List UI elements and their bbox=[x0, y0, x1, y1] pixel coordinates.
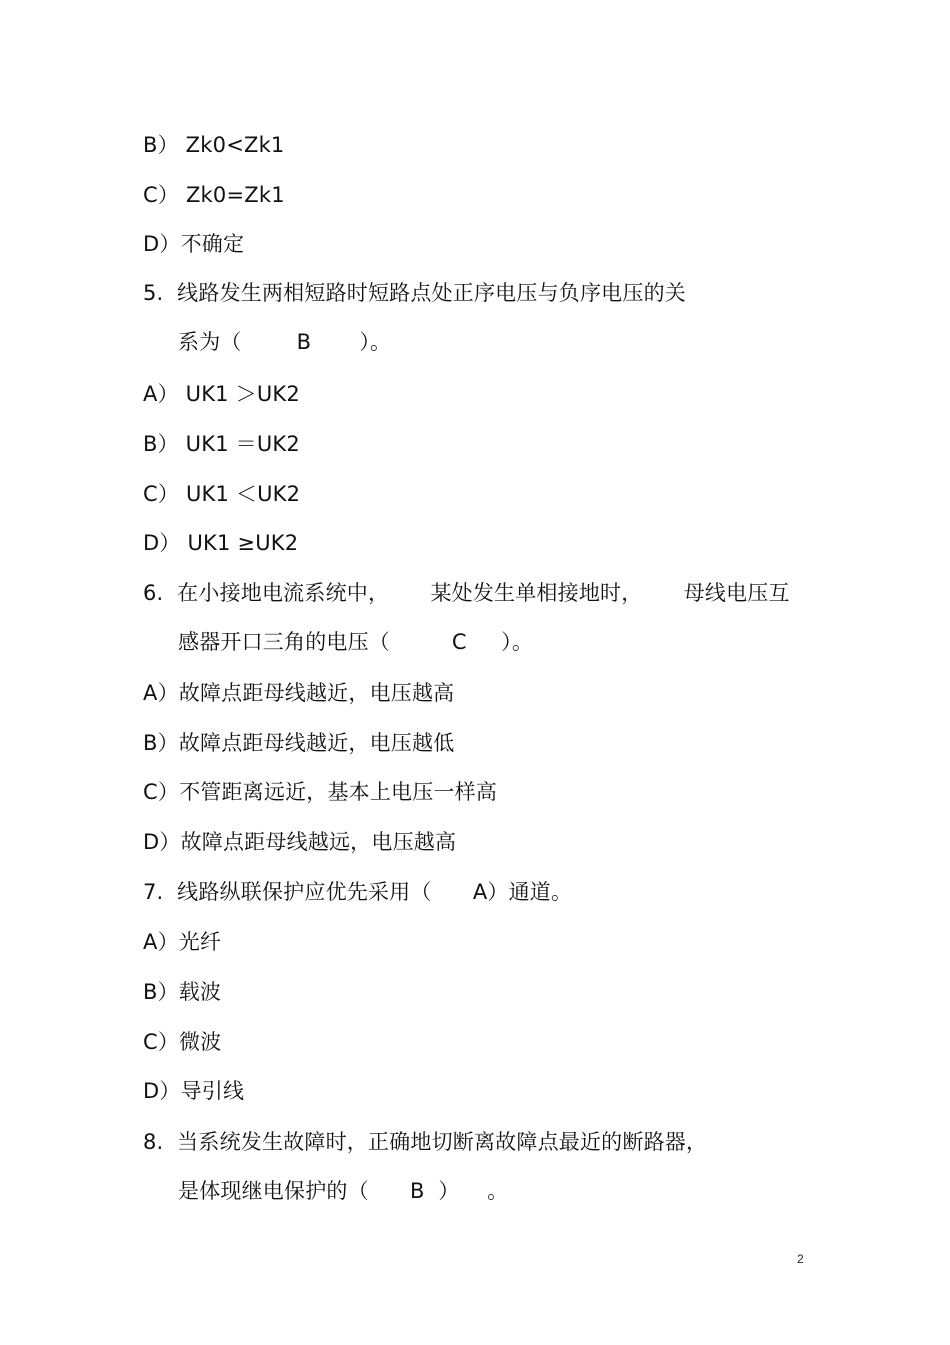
option-d-q5: D） UK1 ≥UK2 bbox=[143, 531, 299, 555]
option-c-q5: C） UK1 ＜UK2 bbox=[143, 482, 301, 506]
option-a-q6: A）故障点距母线越近，电压越高 bbox=[143, 681, 455, 705]
option-d-q4: D）不确定 bbox=[143, 232, 245, 256]
option-c-q6: C）不管距离远近，基本上电压一样高 bbox=[143, 780, 498, 804]
option-b-q5: B） UK1 ＝UK2 bbox=[143, 432, 300, 456]
option-a-q5: A） UK1 ＞UK2 bbox=[143, 382, 300, 406]
question-5-line-2: 系为（ B ）。 bbox=[178, 330, 392, 354]
option-c-q4: C） Zk0=Zk1 bbox=[143, 183, 285, 207]
question-8-line-2: 是体现继电保护的（ B ） 。 bbox=[178, 1179, 509, 1203]
question-6-line-1: 6. 在小接地电流系统中， 某处发生单相接地时， 母线电压互 bbox=[143, 581, 790, 605]
question-8-line-1: 8. 当系统发生故障时，正确地切断离故障点最近的断路器， bbox=[143, 1130, 708, 1154]
question-7: 7. 线路纵联保护应优先采用（ A）通道。 bbox=[143, 880, 573, 904]
option-b-q7: B）载波 bbox=[143, 980, 222, 1004]
option-b-q4: B） Zk0<Zk1 bbox=[143, 133, 285, 157]
question-6-line-2: 感器开口三角的电压（ C ）。 bbox=[178, 630, 534, 654]
question-5-line-1: 5. 线路发生两相短路时短路点处正序电压与负序电压的关 bbox=[143, 281, 686, 305]
option-c-q7: C）微波 bbox=[143, 1030, 222, 1054]
option-d-q7: D）导引线 bbox=[143, 1079, 245, 1103]
option-a-q7: A）光纤 bbox=[143, 930, 222, 954]
option-d-q6: D）故障点距母线越远，电压越高 bbox=[143, 830, 457, 854]
page-number: 2 bbox=[797, 1252, 804, 1266]
option-b-q6: B）故障点距母线越近，电压越低 bbox=[143, 731, 455, 755]
